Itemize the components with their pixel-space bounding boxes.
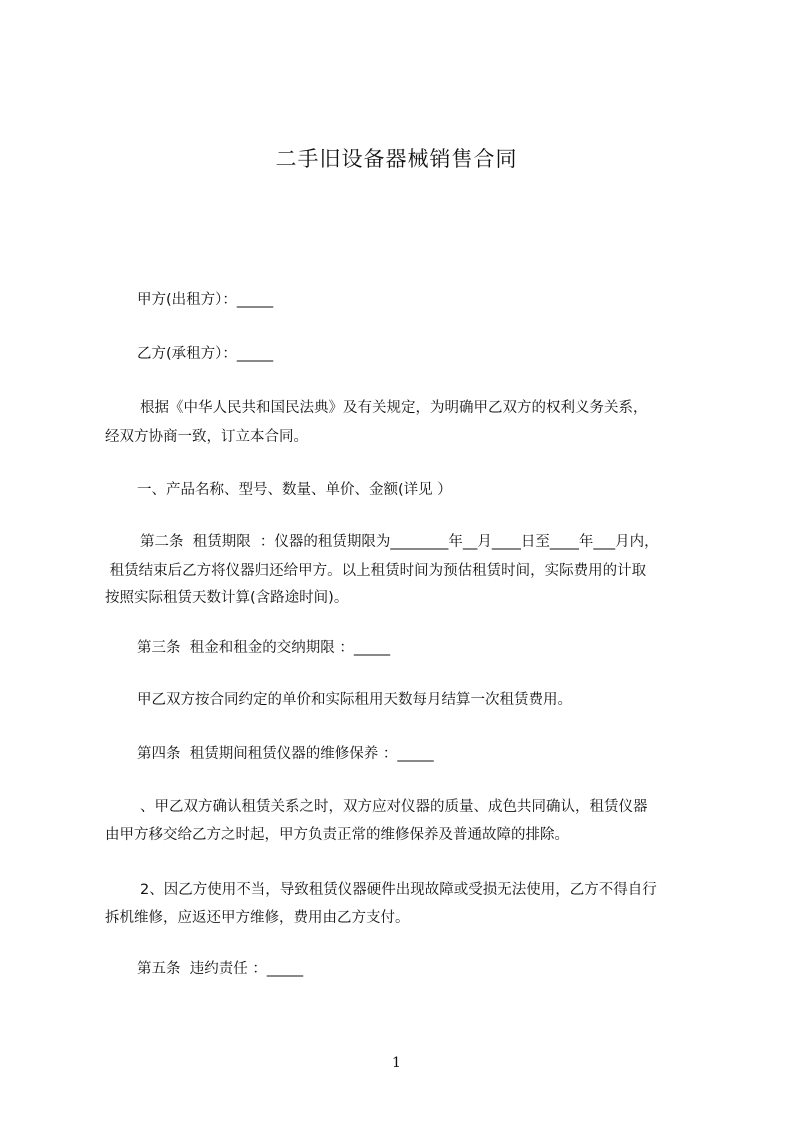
article-3-heading: 第三条 租金和租金的交纳期限 ：_____ (137, 640, 391, 656)
intro-line-1: 根据《中华人民共和国民法典》及有关规定，为明确甲乙双方的权利义务关系， (140, 400, 648, 416)
article-5-heading: 第五条 违约责任 ：_____ (137, 961, 304, 977)
settlement-paragraph: 甲乙双方按合同约定的单价和实际租用天数每月结算一次租赁费用。 (137, 692, 572, 708)
clause-2-line-1: 2、因乙方使用不当，导致租赁仪器硬件出现故障或受损无法使用，乙方不得自行 (140, 882, 657, 898)
page-number: 1 (392, 1055, 401, 1071)
party-b-line: 乙方(承租方）：_____ (137, 346, 274, 362)
article-2-line-3: 按照实际租赁天数计算(含路途时间)。 (105, 590, 349, 606)
document-title: 二手旧设备器械销售合同 (275, 147, 518, 171)
clause-1-line-2: 由甲方移交给乙方之时起，甲方负责正常的维修保养及普通故障的排除。 (105, 827, 569, 843)
clause-1-line-1: 、甲乙双方确认租赁关系之时，双方应对仪器的质量、成色共同确认，租赁仪器 (140, 799, 648, 815)
party-a-line: 甲方(出租方）：_____ (137, 292, 274, 308)
intro-line-2: 经双方协商一致，订立本合同。 (105, 429, 308, 445)
clause-2-line-2: 拆机维修，应返还甲方维修，费用由乙方支付。 (105, 910, 410, 926)
article-4-heading: 第四条 租赁期间租赁仪器的维修保养 ：_____ (137, 746, 434, 762)
article-2-line-1: 第二条 租赁期限 ：仪器的租赁期限为________年__月____日至____年___月内， (140, 534, 659, 550)
article-2-line-2: 租赁结束后乙方将仪器归还给甲方。以上租赁时间为预估租赁时间，实际费用的计取 (105, 563, 647, 579)
article-1-heading: 一、产品名称、型号、数量、单价、金额(详见 ） (137, 482, 452, 498)
